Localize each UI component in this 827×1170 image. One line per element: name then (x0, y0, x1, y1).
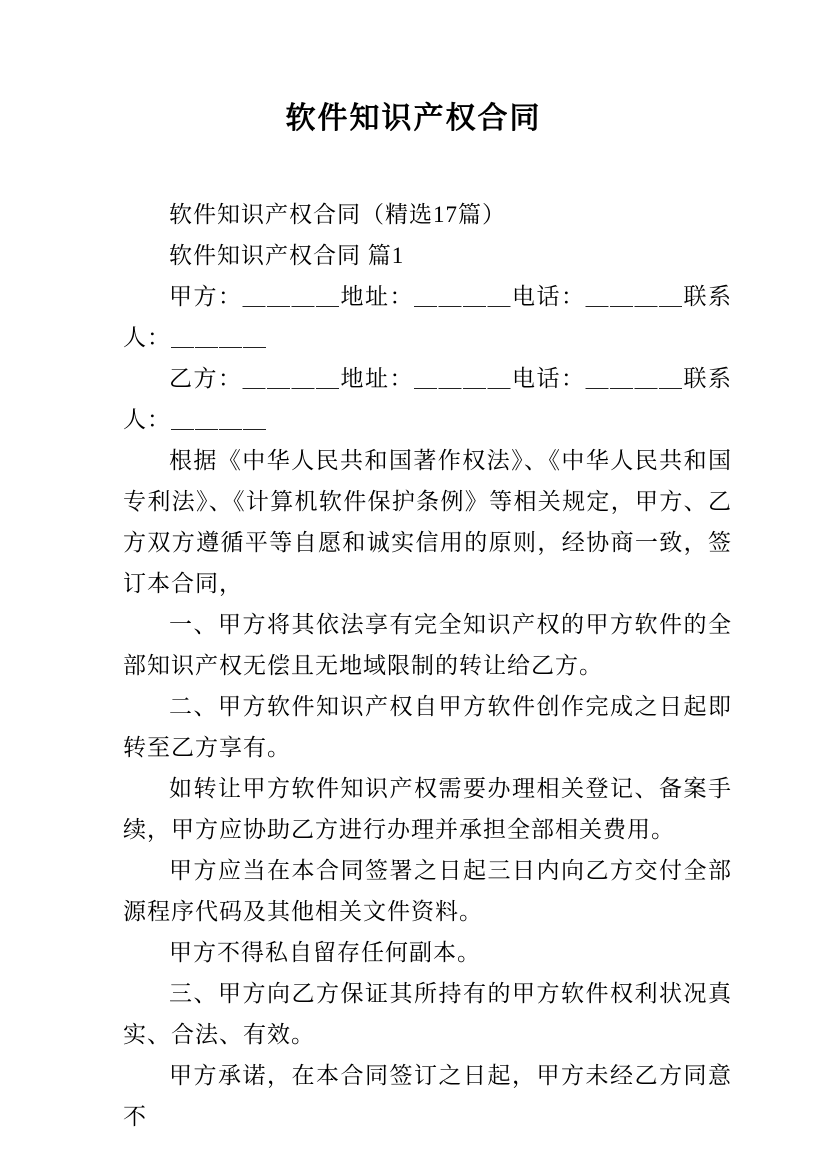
doc-subtitle: 软件知识产权合同（精选17篇） (169, 202, 506, 227)
doc-part-label: 软件知识产权合同 篇1 (169, 243, 405, 268)
document-title: 软件知识产权合同 (285, 102, 542, 135)
party-a-info-line: 甲方：＿＿＿＿地址：＿＿＿＿电话：＿＿＿＿联系人：＿＿＿＿ (123, 284, 732, 350)
clause-2-delivery: 甲方应当在本合同签署之日起三日内向乙方交付全部源程序代码及其他相关文件资料。 (123, 858, 732, 924)
clause-3-warranty: 三、甲方向乙方保证其所持有的甲方软件权利状况真实、合法、有效。 (123, 981, 732, 1047)
preamble-paragraph: 根据《中华人民共和国著作权法》、《中华人民共和国专利法》、《计算机软件保护条例》等相关规定，甲方、乙方双方遵循平等自愿和诚实信用的原则，经协商一致，签订本合同， (123, 448, 732, 596)
document-body (123, 194, 732, 1137)
clause-1-transfer: 一、甲方将其依法享有完全知识产权的甲方软件的全部知识产权无偿且无地域限制的转让给乙方。 (123, 612, 732, 678)
party-b-info-line: 乙方：＿＿＿＿地址：＿＿＿＿电话：＿＿＿＿联系人：＿＿＿＿ (123, 366, 732, 432)
clause-2-no-copies: 甲方不得私自留存任何副本。 (169, 940, 481, 965)
clause-2-registration: 如转让甲方软件知识产权需要办理相关登记、备案手续，甲方应协助乙方进行办理并承担全部相关费用。 (123, 776, 732, 842)
clause-2-effective-date: 二、甲方软件知识产权自甲方软件创作完成之日起即转至乙方享有。 (123, 694, 732, 760)
clause-3-promise-truncated: 甲方承诺，在本合同签订之日起，甲方未经乙方同意不 (123, 1063, 732, 1129)
